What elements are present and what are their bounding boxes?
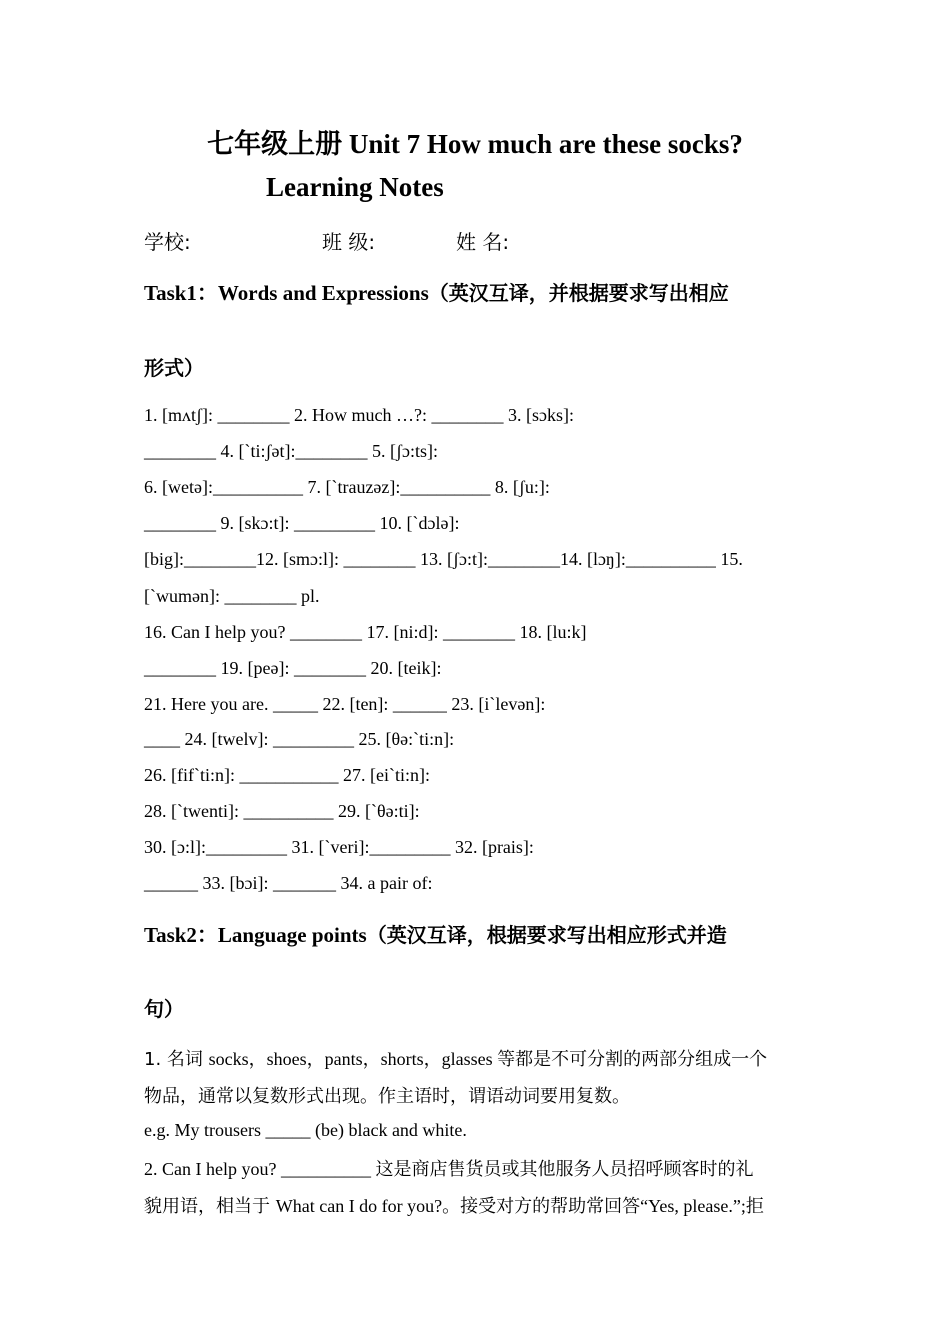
point2-text-cont: 貌用语，相当于 (144, 1196, 276, 1217)
exercise-line: ____ 24. [twelv]: _________ 25. [θə:`ti:n]: (144, 729, 455, 749)
exercise-line: ______ 33. [bɔi]: _______ 34. a pair of: (144, 873, 433, 893)
point2-text-cont3: 拒 (745, 1196, 764, 1217)
school-label: 学校: (144, 230, 191, 254)
exercise-line: [`wumən]: ________ pl. (144, 586, 320, 606)
point2-equivalent: What can I do for you? (275, 1196, 443, 1216)
point2-phrase: 2. Can I help you? __________ (144, 1159, 376, 1179)
point2-line1 (144, 1155, 753, 1181)
point1-number: 1. 名词 (144, 1049, 209, 1070)
task2-heading-cn-cont: 句） (144, 997, 184, 1021)
task2-heading-en: Task2：Language points (144, 923, 367, 947)
point2-text-cont2: 。接受对方的帮助常回答 (442, 1196, 641, 1217)
exercise-line: [big]:________12. [smɔ:l]: ________ 13. [ʃɔ:t]:________14. [lɔŋ]:__________ 15. (144, 549, 743, 569)
point2-text: 这是商店售货员或其他服务人员招呼顾客时的礼 (375, 1159, 754, 1180)
exercise-line: 26. [fif`ti:n]: ___________ 27. [ei`ti:n]: (144, 765, 430, 785)
point1-line2 (144, 1082, 630, 1108)
task1-heading-cont (144, 352, 204, 381)
exercise-line: 21. Here you are. _____ 22. [ten]: ______ 23. [i`levən]: (144, 694, 546, 714)
page-subtitle: Learning Notes (266, 172, 444, 202)
exercise-line: ________ 19. [peə]: ________ 20. [teik]: (144, 658, 442, 678)
exercise-line: ________ 4. [`ti:ʃət]:________ 5. [ʃɔ:ts]: (144, 441, 438, 461)
task1-heading-cn: （英汉互译，并根据要求写出相应 (428, 281, 729, 305)
exercise-line: 16. Can I help you? ________ 17. [ni:d]: ________ 18. [lu:k] (144, 622, 587, 642)
exercise-line: ________ 9. [skɔ:t]: _________ 10. [`dɔlə]: (144, 513, 460, 533)
task1-heading (144, 277, 729, 307)
task1-heading-cn-cont: 形式） (144, 356, 204, 380)
task2-heading (144, 919, 727, 949)
exercise-line: 30. [ɔ:l]:_________ 31. [`veri]:_________ 32. [prais]: (144, 837, 534, 857)
point2-line2 (144, 1192, 764, 1218)
exercise-line: 6. [wetə]:__________ 7. [`trauzəz]:__________ 8. [ʃu:]: (144, 477, 550, 497)
point1-line1 (144, 1045, 767, 1071)
point1-text-cont: 物品，通常以复数形式出现。作主语时，谓语动词要用复数。 (144, 1086, 630, 1107)
task2-heading-cont (144, 993, 184, 1022)
name-label: 姓 名: (456, 230, 510, 254)
page-title: 七年级上册 Unit 7 How much are these socks? (207, 129, 743, 159)
task1-heading-en: Task1：Words and Expressions (144, 281, 429, 305)
point2-reply: “Yes, please.”; (640, 1196, 746, 1216)
point1-example: e.g. My trousers _____ (be) black and white. (144, 1120, 467, 1140)
exercise-line: 1. [mʌtʃ]: ________ 2. How much …?: ________ 3. [sɔks]: (144, 405, 574, 425)
task2-heading-cn: （英汉互译，根据要求写出相应形式并造 (366, 923, 727, 947)
exercise-line: 28. [`twenti]: __________ 29. [`θə:ti]: (144, 801, 420, 821)
point1-nouns: socks，shoes，pants，shorts，glasses (208, 1049, 498, 1069)
point1-text: 等都是不可分割的两部分组成一个 (497, 1049, 768, 1070)
class-label: 班 级: (322, 230, 376, 254)
